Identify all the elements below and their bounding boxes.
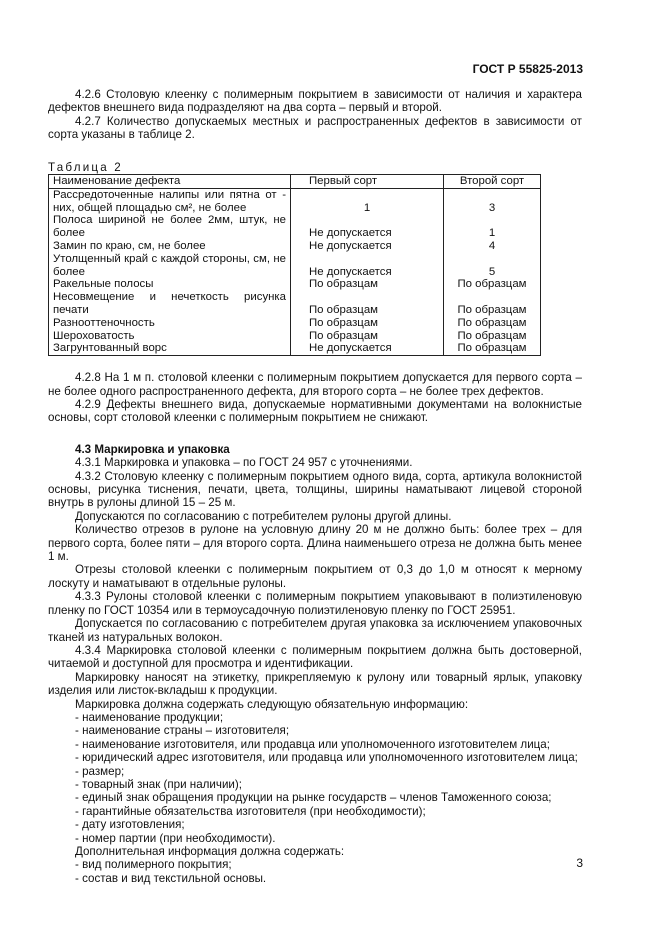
first-grade-cell: Не допускается	[291, 342, 444, 355]
defect-name-cell: Ракельные полосы	[49, 278, 291, 291]
section-title-4-3: 4.3 Маркировка и упаковка	[75, 442, 230, 456]
defect-name-cell: Разнооттеночность	[49, 317, 291, 330]
table-row	[49, 278, 541, 291]
second-grade-cell: По образцам	[444, 317, 541, 330]
first-grade-cell: Не допускается	[291, 214, 444, 240]
list-item: - вид полимерного покрытия;	[75, 858, 232, 872]
paragraph-4-3-1: 4.3.1 Маркировка и упаковка – по ГОСТ 24 957 с уточнениями.	[75, 456, 413, 470]
defect-name-cell	[49, 291, 291, 317]
list-item: - товарный знак (при наличии);	[75, 777, 242, 791]
table-row	[49, 291, 541, 317]
list-item: - состав и вид текстильной основы.	[75, 871, 267, 885]
column-header-defect: Наименование дефекта	[49, 175, 291, 189]
paragraph-additional-info: Дополнительная информация должна содержать:	[75, 845, 345, 858]
table-row	[49, 214, 541, 240]
defect-name-cell: Утолщенный край с каждой стороны, см, не более	[49, 253, 291, 279]
defect-name-cell: Рассредоточенные налипы или пятна от - них, общей площадью см², не более	[49, 188, 291, 214]
list-item: - размер;	[75, 764, 125, 778]
list-item: - наименование продукции;	[75, 710, 224, 724]
paragraph-cuts-count: Количество отрезов в рулоне на условную длину 20 м не должно быть: более трех – для первого сорта, более пяти – для второго сорта. Длина наименьшего отреза не должна быть менее 1 м.	[48, 523, 582, 564]
paragraph-cuts-measure: Отрезы столовой клеенки с полимерным покрытием от 0,3 до 1,0 м относят к мерному лоскуту и наматывают в отдельные рулоны.	[48, 563, 582, 590]
document-body	[48, 88, 582, 885]
paragraph-4-2-7: 4.2.7 Количество допускаемых местных и распространенных дефектов в зависимости от сорта указаны в таблице 2.	[48, 114, 582, 142]
page-number: 3	[576, 856, 583, 870]
column-header-first-grade: Первый сорт	[291, 175, 444, 189]
second-grade-cell: 4	[444, 240, 541, 253]
defect-name-cell: Замин по краю, см, не более	[49, 240, 291, 253]
table-row	[49, 188, 541, 214]
document-id-header: ГОСТ Р 55825-2013	[472, 62, 583, 76]
defect-name-text: Несовмещение и нечеткость рисунка печати	[53, 291, 286, 316]
second-grade-cell: 5	[444, 253, 541, 279]
paragraph-4-2-6: 4.2.6 Столовую клеенку с полимерным покрытием в зависимости от наличия и характера дефектов внешнего вида подразделяют на два сорта – первый и второй.	[48, 88, 582, 115]
list-item: - гарантийные обязательства изготовителя (при необходимости);	[75, 804, 426, 818]
first-grade-cell: Не допускается	[291, 240, 444, 253]
first-grade-cell: Не допускается	[291, 253, 444, 279]
first-grade-cell: 1	[291, 188, 444, 214]
paragraph-4-3-3: 4.3.3 Рулоны столовой клеенки с полимерным покрытием упаковывают в полиэтиленовую пленку по ГОСТ 10354 или в термоусадочную полиэтиленовую пленку по ГОСТ 25951.	[48, 590, 582, 617]
list-item: - единый знак обращения продукции на рынке государств – членов Таможенного союза;	[75, 791, 552, 805]
mandatory-info-list	[48, 711, 582, 845]
paragraph-4-3-4: 4.3.4 Маркировка столовой клеенки с полимерным покрытием должна быть достоверной, читаемой и доступной для просмотра и идентификации.	[48, 643, 582, 671]
first-grade-cell: По образцам	[291, 291, 444, 317]
first-grade-cell: По образцам	[291, 317, 444, 330]
defect-name-cell: Загрунтованный ворс	[49, 342, 291, 355]
paragraph-4-3-2: 4.3.2 Столовую клеенку с полимерным покрытием одного вида, сорта, артикула волокнистой основы, рисунка тиснения, печати, цвета, толщины, ширины наматывают лицевой стороной внутрь в рулоны длиной 15 – 25 м.	[48, 469, 582, 510]
defects-table	[48, 174, 541, 356]
paragraph-4-2-9: 4.2.9 Дефекты внешнего вида, допускаемые нормативными документами на волокнистые основы, сорт столовой клеенки с полимерным покрытием не снижают.	[48, 398, 582, 425]
paragraph-rolls-length: Допускаются по согласованию с потребителем рулоны другой длины.	[75, 509, 452, 523]
second-grade-cell: По образцам	[444, 342, 541, 355]
paragraph-mandatory-info: Маркировка должна содержать следующую обязательную информацию:	[75, 697, 469, 711]
second-grade-cell: 1	[444, 214, 541, 240]
first-grade-cell: По образцам	[291, 330, 444, 343]
paragraph-other-packing: Допускается по согласованию с потребителем другая упаковка за исключением упаковочных тканей из натуральных волокон.	[48, 617, 582, 644]
table-row	[49, 253, 541, 279]
paragraph-4-2-8: 4.2.8 На 1 м п. столовой клеенки с полимерным покрытием допускается для первого сорта – не более одного распространенного дефекта, для второго сорта – не более трех дефектов.	[48, 371, 582, 398]
second-grade-cell: По образцам	[444, 278, 541, 291]
paragraph-label-placement: Маркировку наносят на этикетку, прикрепляемую к рулону или товарный ярлык, упаковку изделия или листок-вкладыш к продукции.	[48, 670, 582, 698]
list-item: - наименование изготовителя, или продавца или уполномоченного изготовителем лица;	[75, 737, 550, 751]
table-row	[49, 342, 541, 355]
table-caption: Таблица 2	[48, 160, 123, 174]
table-row	[49, 240, 541, 253]
list-item: - юридический адрес изготовителя, или продавца или уполномоченного изготовителем лица;	[75, 751, 578, 765]
table-row	[49, 317, 541, 330]
list-item: - дату изготовления;	[75, 818, 185, 832]
second-grade-cell: По образцам	[444, 330, 541, 343]
table-header-row	[49, 175, 541, 189]
additional-info-list	[48, 858, 582, 885]
second-grade-cell: 3	[444, 188, 541, 214]
table-row	[49, 330, 541, 343]
column-header-second-grade: Второй сорт	[444, 175, 541, 189]
list-item: - номер партии (при необходимости).	[75, 831, 276, 845]
first-grade-cell: По образцам	[291, 278, 444, 291]
list-item: - наименование страны – изготовителя;	[75, 724, 290, 738]
defect-name-cell: Шероховатость	[49, 330, 291, 343]
defect-name-cell: Полоса шириной не более 2мм, штук, не более	[49, 214, 291, 240]
second-grade-cell: По образцам	[444, 291, 541, 317]
